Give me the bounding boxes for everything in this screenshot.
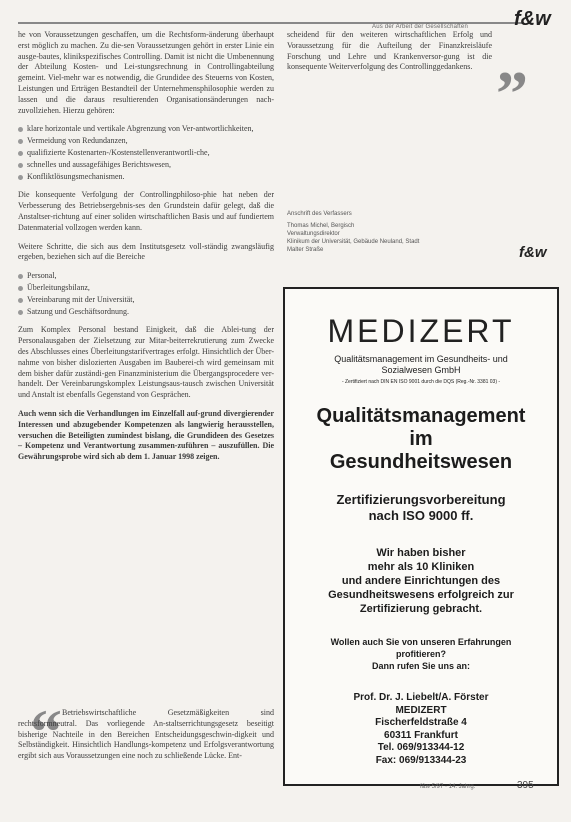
right-column-text: scheidend für den weiteren wirtschaftlichen Erfolg und Voraussetzung für die Aufteilung der Finanzkreisläufe Forschung und Lehre und Krankenversor-gung ist die konsequente Weiterverfolgung des Controllinggedankens. [287, 30, 492, 72]
ad-headline-line: Gesundheitswesen [329, 451, 513, 473]
author-line: Malter Straße [287, 247, 324, 253]
author-heading: Anschrift des Verfassers [287, 211, 352, 217]
ad-cta-line: Wollen auch Sie von unseren Erfahrungen [330, 637, 512, 647]
ad-certification-note: - Zertifiziert nach DIN EN ISO 9001 durch die DQS (Reg.-Nr. 3381 03) - [341, 379, 501, 385]
ad-claim [285, 546, 557, 616]
ad-headline [285, 405, 557, 474]
bullet-list-2 [18, 271, 274, 317]
contact-city: 60311 Frankfurt [384, 729, 458, 741]
journal-logo-small: f&w [519, 244, 547, 261]
list-item: Personal, [18, 271, 274, 282]
author-line: Thomas Michel, Bergisch [287, 223, 355, 229]
ad-subheadline-line: nach ISO 9000 ff. [368, 508, 474, 523]
contact-name: Prof. Dr. J. Liebelt/A. Förster [353, 692, 489, 703]
quote-mark-icon: “ [30, 696, 62, 767]
footer-journal: f&w 5/97 · 14. Jahrg. [420, 784, 476, 790]
medizert-advertisement [283, 287, 559, 786]
ad-headline-line: Qualitätsmanagement [316, 405, 526, 427]
contact-phone: Tel. 069/913344-12 [377, 742, 465, 753]
ad-contact-address [285, 692, 557, 767]
page-number: 395 [517, 780, 534, 791]
ad-cta-line: Dann rufen Sie uns an: [371, 661, 470, 671]
ad-claim-line: Gesundheitswesens erfolgreich zur [328, 589, 514, 601]
pull-quote: Betriebswirtschaftliche Gesetzmäßigkeiten sind rechtsformneutral. Das vorliegende An-staltserrichtungsgesetz beseitigt bisherige Nachteile in den Bereichen Entscheidungsgeschwin-digkeit und Selbständigkeit. Hinsichtlich Handlungs-kompetenz und Erfolgsverantwortung ergibt sich aus Voraussetzungen eine noch zu schließende Lücke. Ent- [18, 708, 274, 761]
author-line: Klinikum der Universität, Gebäude Neuland, Stadt [287, 239, 420, 245]
author-block [287, 210, 517, 254]
journal-logo: f&w [514, 8, 551, 30]
contact-street: Fischerfeldstraße 4 [375, 717, 467, 728]
list-item: Satzung und Geschäftsordnung. [18, 307, 274, 318]
ad-claim-line: Wir haben bisher [376, 547, 466, 559]
ad-headline-line: im [409, 428, 433, 450]
running-title: Aus der Arbeit der Gesellschaften [372, 24, 468, 30]
left-column [18, 30, 274, 471]
quote-mark-icon: ” [496, 58, 528, 129]
ad-subtitle: Qualitätsmanagement im Gesundheits- und Sozialwesen GmbH [334, 354, 508, 375]
bullet-list-1 [18, 124, 274, 182]
contact-fax: Fax: 069/913344-23 [375, 754, 467, 766]
paragraph: Zum Komplex Personal bestand Einigkeit, daß die Ablei-tung der Personalausgaben der Zielsetzung zur Mitar-beiterrekrutierung zum Zwecke des Abschlusses eines Überleitungstarifvertrages erfolgt. Hinsichtlich der Über-nahme von bisher dislozierten Ausgaben im Bauberei-ch wird gemeinsam mit dem bisher dafür zuständi-gen Finanzministerium die Übergangsprocedere ver-handelt. Der Vereinbarungskomplex Leistungsaus-tausch zwischen Universität und Anstalt ist ebenfalls Gegenstand von Gesprächen. [18, 325, 274, 400]
ad-subheadline [285, 492, 557, 524]
ad-call-to-action [285, 636, 557, 672]
contact-company: MEDIZERT [395, 704, 447, 716]
paragraph: he von Voraussetzungen geschaffen, um die Rechtsform-änderung überhaupt erst möglich zu machen. Zu die-sen Voraussetzungen gehört in erster Linie ein ausge-bautes, klinikspezifisches Controlling. Damit ist nicht die Umbenennung der Abteilung Kosten- und Lei-stungsrechnung in Controllingabteilung gemeint. Viel-mehr war es notwendig, die Grundidee des Steuerns von Kosten, Leistungen und Erträgen Bestandteil der Unternehmensphilosophie werden zu lassen und die daraus resultierenden Organisationsänderungen nach-zuvollziehen. Hierzu gehören: [18, 30, 274, 115]
paragraph: Weitere Schritte, die sich aus dem Institutsgesetz voll-ständig zwangsläufig ergeben, beziehen sich auf die Bereiche [18, 241, 274, 262]
ad-claim-line: und andere Einrichtungen des [341, 575, 501, 587]
ad-claim-line: mehr als 10 Kliniken [367, 561, 475, 573]
list-item: Überleitungsbilanz, [18, 283, 274, 294]
author-line: Verwaltungsdirektor [287, 231, 340, 237]
list-item: schnelles und aussagefähiges Berichtswesen, [18, 160, 274, 171]
ad-cta-line: profitieren? [395, 649, 446, 659]
ad-claim-line: Zertifizierung gebracht. [359, 603, 483, 615]
list-item: Vereinbarung mit der Universität, [18, 295, 274, 306]
paragraph-bold: Auch wenn sich die Verhandlungen im Einzelfall auf-grund divergierender Interessen und abzugebender Kompetenzen als langwierig herausstellen, versuchen die Beteiligten zumindest bislang, die Grundideen des Gesetzes – Kompetenz und Verantwortung zusammen-zuführen – auszufüllen. Die Gewährungsprobe wird sich ab dem 1. Januar 1998 zeigen. [18, 408, 274, 462]
list-item: Vermeidung von Redundanzen, [18, 136, 274, 147]
medizert-logo: MEDIZERT [327, 313, 515, 349]
list-item: Konfliktlösungsmechanismen. [18, 172, 274, 183]
list-item: qualifizierte Kostenarten-/Kostenstellenverantwortli-che, [18, 148, 274, 159]
paragraph: Die konsequente Verfolgung der Controllingphiloso-phie hat neben der Verbesserung des Betriebsergebnis-ses den Grundstein dafür gelegt, daß die Anstaltser-richtung auf einer soliden wirtschaftlichen Basis und auf fundiertem Datenmaterial vollzogen werden kann. [18, 190, 274, 232]
list-item: klare horizontale und vertikale Abgrenzung von Ver-antwortlichkeiten, [18, 124, 274, 135]
ad-subheadline-line: Zertifizierungsvorbereitung [336, 492, 506, 507]
